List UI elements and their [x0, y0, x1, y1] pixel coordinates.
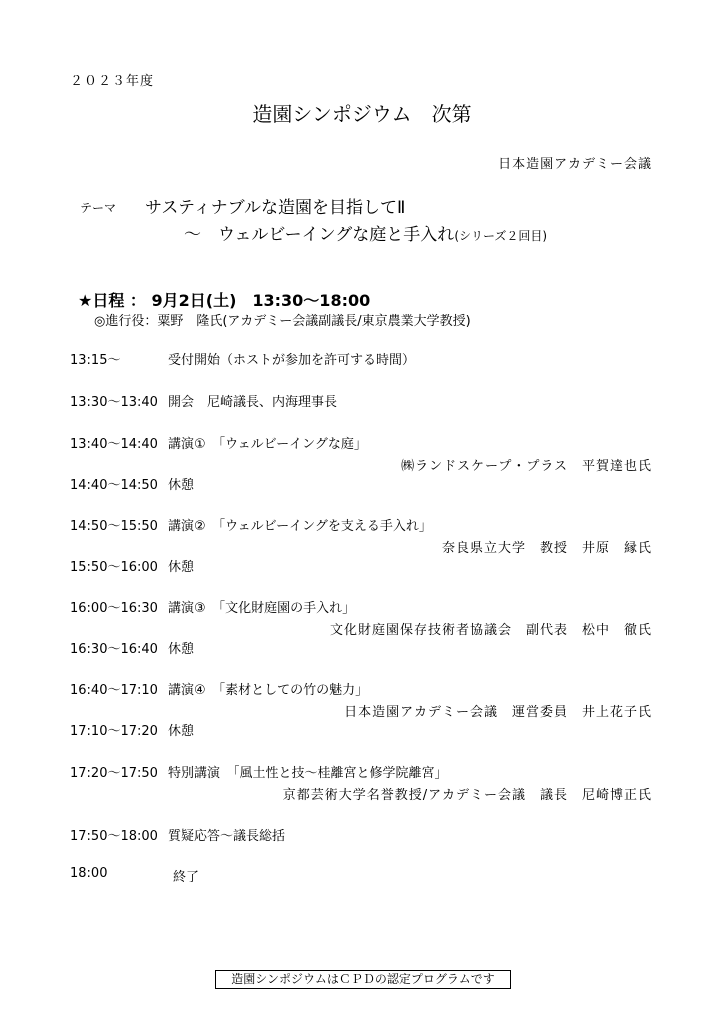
- program-item: 特別講演 「風土性と技～桂離宮と修学院離宮」: [168, 766, 448, 781]
- program-speaker: 文化財庭園保存技術者協議会 副代表 松中 徹氏: [329, 623, 652, 638]
- program-time: 15:50～16:00: [70, 560, 158, 575]
- event-date: ★日程 ： 9月2日(土) 13:30～18:00: [78, 291, 371, 310]
- program-item: 休憩: [168, 642, 195, 657]
- year-label: ２０２３年度: [70, 74, 155, 89]
- program-item: 講演① 「ウェルビーイングな庭」: [168, 437, 367, 452]
- cpd-note: 造園シンポジウムはＣＰＤの認定プログラムです: [215, 970, 511, 989]
- program-item: 受付開始（ホストが参加を許可する時間）: [168, 353, 416, 368]
- program-speaker: ㈱ランドスケープ・プラス 平賀達也氏: [401, 459, 652, 474]
- program-time: 17:20～17:50: [70, 766, 158, 781]
- program-speaker: 奈良県立大学 教授 井原 縁氏: [441, 541, 652, 556]
- program-item: 休憩: [168, 724, 195, 739]
- program-item: 講演② 「ウェルビーイングを支える手入れ」: [168, 519, 432, 534]
- program-time: 13:15～: [70, 353, 121, 368]
- program-item: 講演③ 「文化財庭園の手入れ」: [168, 601, 356, 616]
- program-item: 休憩: [168, 560, 195, 575]
- program-time: 16:00～16:30: [70, 601, 158, 616]
- program-time: 17:10～17:20: [70, 724, 158, 739]
- program-item: 講演④ 「素材としての竹の魅力」: [168, 683, 369, 698]
- program-time: 14:40～14:50: [70, 478, 158, 493]
- organizer-name: 日本造園アカデミー会議: [498, 157, 652, 172]
- program-time: 16:40～17:10: [70, 683, 158, 698]
- program-time: 17:50～18:00: [70, 829, 158, 844]
- theme-main-title: サスティナブルな造園を目指してⅡ: [145, 198, 406, 218]
- theme-subtitle: [184, 220, 547, 245]
- theme-subtitle-text: ～ ウェルビーイングな庭と手入れ: [184, 225, 455, 245]
- program-item: 質疑応答～議長総括: [168, 829, 286, 844]
- program-item: 休憩: [168, 478, 195, 493]
- theme-label: テーマ: [80, 201, 117, 215]
- program-speaker: 日本造園アカデミー会議 運営委員 井上花子氏: [344, 705, 652, 720]
- program-speaker: 京都芸術大学名誉教授/アカデミー会議 議長 尼崎博正氏: [282, 788, 652, 803]
- program-time: 16:30～16:40: [70, 642, 158, 657]
- program-item: 開会 尼崎議長、内海理事長: [168, 395, 338, 410]
- theme-series-note: (シリーズ２回目): [454, 229, 548, 243]
- program-time: 13:40～14:40: [70, 437, 158, 452]
- program-time: 13:30～13:40: [70, 395, 158, 410]
- program-item: 終了: [173, 870, 200, 885]
- program-time: 14:50～15:50: [70, 519, 158, 534]
- program-time: 18:00: [70, 866, 108, 881]
- moderator-info: ◎進行役：粟野 隆氏(アカデミー会議副議長/東京農業大学教授): [94, 314, 471, 329]
- page-title: 造園シンポジウム 次第: [252, 102, 472, 126]
